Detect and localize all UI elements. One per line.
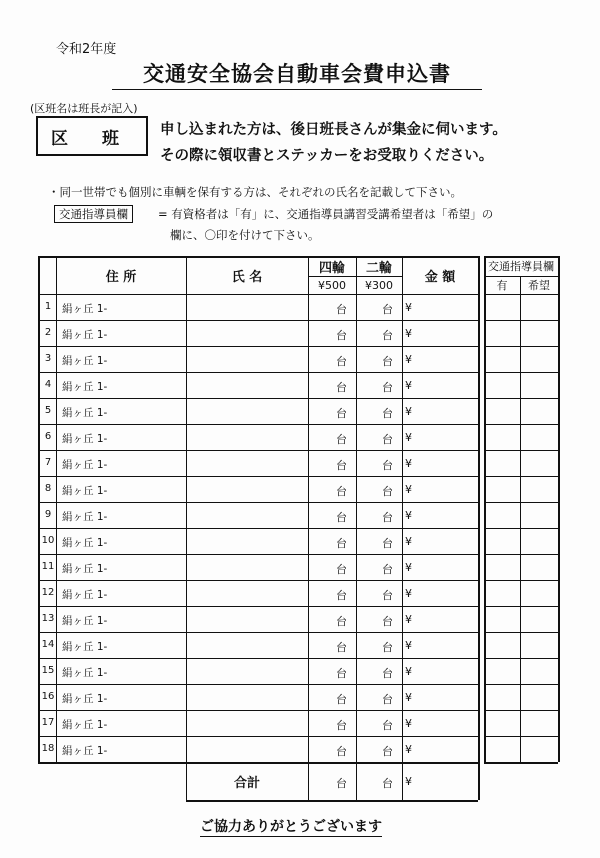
row-four-wheel-unit[interactable]: 台	[336, 615, 347, 628]
row-instructor-yes[interactable]	[484, 294, 520, 320]
table-rule	[558, 256, 560, 762]
fiscal-year: 令和2年度	[56, 42, 117, 57]
row-name-field[interactable]	[186, 372, 308, 398]
row-name-field[interactable]	[186, 554, 308, 580]
header-amount: 金 額	[424, 269, 456, 285]
row-address: 絹ヶ丘 1-	[62, 667, 108, 679]
row-instructor-wish[interactable]	[520, 320, 558, 346]
row-two-wheel-unit[interactable]: 台	[382, 589, 393, 602]
row-name-field[interactable]	[186, 710, 308, 736]
row-instructor-yes[interactable]	[484, 398, 520, 424]
row-name-field[interactable]	[186, 346, 308, 372]
row-address: 絹ヶ丘 1-	[62, 355, 108, 367]
row-instructor-yes[interactable]	[484, 710, 520, 736]
note-instructor-line-1: = 有資格者は「有」に、交通指導員講習受講希望者は「希望」の	[158, 207, 494, 221]
row-amount-yen[interactable]: ¥	[405, 327, 412, 340]
row-instructor-wish[interactable]	[520, 606, 558, 632]
row-address: 絹ヶ丘 1-	[62, 485, 108, 497]
row-number: 12	[41, 587, 55, 598]
header-instructor: 交通指導員欄	[488, 260, 554, 273]
header-name: 氏 名	[231, 269, 263, 285]
row-four-wheel-unit[interactable]: 台	[336, 589, 347, 602]
row-name-field[interactable]	[186, 632, 308, 658]
row-amount-yen[interactable]: ¥	[405, 483, 412, 496]
row-four-wheel-unit[interactable]: 台	[336, 303, 347, 316]
row-name-field[interactable]	[186, 502, 308, 528]
row-instructor-wish[interactable]	[520, 684, 558, 710]
row-name-field[interactable]	[186, 580, 308, 606]
row-two-wheel-unit[interactable]: 台	[382, 303, 393, 316]
row-number: 18	[41, 743, 55, 754]
row-four-wheel-unit[interactable]: 台	[336, 433, 347, 446]
header-instructor-wish: 希望	[528, 279, 550, 292]
row-instructor-yes[interactable]	[484, 580, 520, 606]
row-two-wheel-unit[interactable]: 台	[382, 459, 393, 472]
row-amount-yen[interactable]: ¥	[405, 431, 412, 444]
row-number: 17	[41, 717, 55, 728]
row-instructor-wish[interactable]	[520, 736, 558, 762]
row-amount-yen[interactable]: ¥	[405, 379, 412, 392]
row-number: 9	[44, 509, 52, 520]
thanks-message: ご協力ありがとうございます	[200, 816, 382, 837]
row-number: 5	[44, 405, 52, 416]
row-name-field[interactable]	[186, 606, 308, 632]
row-instructor-yes[interactable]	[484, 450, 520, 476]
row-amount-yen[interactable]: ¥	[405, 691, 412, 704]
message-line-1: 申し込まれた方は、後日班長さんが集金に伺います。	[160, 122, 507, 138]
row-four-wheel-unit[interactable]: 台	[336, 485, 347, 498]
row-number: 7	[44, 457, 52, 468]
row-instructor-wish[interactable]	[520, 580, 558, 606]
row-instructor-wish[interactable]	[520, 658, 558, 684]
row-two-wheel-unit[interactable]: 台	[382, 745, 393, 758]
row-instructor-yes[interactable]	[484, 372, 520, 398]
row-address: 絹ヶ丘 1-	[62, 589, 108, 601]
row-amount-yen[interactable]: ¥	[405, 587, 412, 600]
row-address: 絹ヶ丘 1-	[62, 433, 108, 445]
row-name-field[interactable]	[186, 736, 308, 762]
row-two-wheel-unit[interactable]: 台	[382, 511, 393, 524]
row-instructor-wish[interactable]	[520, 710, 558, 736]
header-address: 住 所	[105, 269, 137, 285]
row-amount-yen[interactable]: ¥	[405, 301, 412, 314]
row-four-wheel-unit[interactable]: 台	[336, 667, 347, 680]
row-four-wheel-unit[interactable]: 台	[336, 693, 347, 706]
row-amount-yen[interactable]: ¥	[405, 743, 412, 756]
note-instructor-tag: 交通指導員欄	[54, 205, 133, 223]
row-amount-yen[interactable]: ¥	[405, 639, 412, 652]
row-four-wheel-unit[interactable]: 台	[336, 563, 347, 576]
row-instructor-wish[interactable]	[520, 554, 558, 580]
row-instructor-yes[interactable]	[484, 476, 520, 502]
row-number: 3	[44, 353, 52, 364]
row-two-wheel-unit[interactable]: 台	[382, 407, 393, 420]
row-instructor-yes[interactable]	[484, 424, 520, 450]
row-amount-yen[interactable]: ¥	[405, 717, 412, 730]
row-instructor-yes[interactable]	[484, 658, 520, 684]
header-instructor-yes: 有	[496, 279, 508, 292]
row-amount-yen[interactable]: ¥	[405, 613, 412, 626]
row-name-field[interactable]	[186, 528, 308, 554]
row-amount-yen[interactable]: ¥	[405, 405, 412, 418]
row-four-wheel-unit[interactable]: 台	[336, 329, 347, 342]
row-instructor-yes[interactable]	[484, 502, 520, 528]
row-instructor-wish[interactable]	[520, 528, 558, 554]
row-two-wheel-unit[interactable]: 台	[382, 381, 393, 394]
header-four-wheel: 四輪	[318, 260, 345, 276]
header-two-wheel: 二輪	[365, 260, 392, 276]
row-name-field[interactable]	[186, 424, 308, 450]
ward-group-box[interactable]: 区 班	[36, 116, 148, 156]
total-two-wheel-unit: 台	[382, 777, 393, 790]
note-instructor-line-2: 欄に、〇印を付けて下さい。	[170, 228, 320, 242]
row-number: 1	[44, 301, 52, 312]
row-name-field[interactable]	[186, 398, 308, 424]
row-instructor-wish[interactable]	[520, 398, 558, 424]
row-name-field[interactable]	[186, 476, 308, 502]
row-number: 15	[41, 665, 55, 676]
row-address: 絹ヶ丘 1-	[62, 511, 108, 523]
row-amount-yen[interactable]: ¥	[405, 353, 412, 366]
row-amount-yen[interactable]: ¥	[405, 509, 412, 522]
row-name-field[interactable]	[186, 450, 308, 476]
row-two-wheel-unit[interactable]: 台	[382, 563, 393, 576]
row-number: 16	[41, 691, 55, 702]
row-instructor-yes[interactable]	[484, 632, 520, 658]
ward-note: (区班名は班長が記入)	[30, 102, 138, 115]
row-two-wheel-unit[interactable]: 台	[382, 615, 393, 628]
row-amount-yen[interactable]: ¥	[405, 535, 412, 548]
row-two-wheel-unit[interactable]: 台	[382, 667, 393, 680]
row-number: 10	[41, 535, 55, 546]
total-label: 合計	[233, 775, 260, 791]
row-instructor-wish[interactable]	[520, 632, 558, 658]
row-two-wheel-unit[interactable]: 台	[382, 485, 393, 498]
row-address: 絹ヶ丘 1-	[62, 303, 108, 315]
row-number: 13	[41, 613, 55, 624]
row-two-wheel-unit[interactable]: 台	[382, 537, 393, 550]
row-amount-yen[interactable]: ¥	[405, 665, 412, 678]
row-instructor-wish[interactable]	[520, 294, 558, 320]
row-instructor-yes[interactable]	[484, 684, 520, 710]
row-address: 絹ヶ丘 1-	[62, 745, 108, 757]
row-address: 絹ヶ丘 1-	[62, 563, 108, 575]
table-rule	[478, 256, 480, 800]
row-address: 絹ヶ丘 1-	[62, 615, 108, 627]
row-four-wheel-unit[interactable]: 台	[336, 381, 347, 394]
total-amount-yen: ¥	[405, 775, 412, 788]
row-instructor-wish[interactable]	[520, 424, 558, 450]
row-address: 絹ヶ丘 1-	[62, 719, 108, 731]
row-address: 絹ヶ丘 1-	[62, 407, 108, 419]
row-instructor-yes[interactable]	[484, 736, 520, 762]
header-four-wheel-price: ¥500	[318, 278, 346, 292]
row-instructor-yes[interactable]	[484, 528, 520, 554]
table-rule	[484, 762, 558, 764]
row-amount-yen[interactable]: ¥	[405, 561, 412, 574]
row-instructor-wish[interactable]	[520, 476, 558, 502]
row-instructor-yes[interactable]	[484, 320, 520, 346]
row-two-wheel-unit[interactable]: 台	[382, 641, 393, 654]
row-address: 絹ヶ丘 1-	[62, 329, 108, 341]
row-four-wheel-unit[interactable]: 台	[336, 355, 347, 368]
row-two-wheel-unit[interactable]: 台	[382, 433, 393, 446]
row-number: 8	[44, 483, 52, 494]
row-address: 絹ヶ丘 1-	[62, 381, 108, 393]
row-instructor-wish[interactable]	[520, 372, 558, 398]
row-name-field[interactable]	[186, 294, 308, 320]
row-two-wheel-unit[interactable]: 台	[382, 329, 393, 342]
form-title: 交通安全協会自動車会費申込書	[112, 58, 482, 90]
row-instructor-wish[interactable]	[520, 502, 558, 528]
row-instructor-yes[interactable]	[484, 346, 520, 372]
row-number: 6	[44, 431, 52, 442]
row-number: 4	[44, 379, 52, 390]
row-number: 2	[44, 327, 52, 338]
total-four-wheel-unit: 台	[336, 777, 347, 790]
row-number: 14	[41, 639, 55, 650]
row-instructor-wish[interactable]	[520, 346, 558, 372]
row-amount-yen[interactable]: ¥	[405, 457, 412, 470]
row-address: 絹ヶ丘 1-	[62, 641, 108, 653]
row-number: 11	[41, 561, 55, 572]
row-four-wheel-unit[interactable]: 台	[336, 407, 347, 420]
row-name-field[interactable]	[186, 320, 308, 346]
row-name-field[interactable]	[186, 684, 308, 710]
row-instructor-yes[interactable]	[484, 554, 520, 580]
row-four-wheel-unit[interactable]: 台	[336, 537, 347, 550]
row-address: 絹ヶ丘 1-	[62, 537, 108, 549]
row-four-wheel-unit[interactable]: 台	[336, 641, 347, 654]
row-four-wheel-unit[interactable]: 台	[336, 719, 347, 732]
row-two-wheel-unit[interactable]: 台	[382, 355, 393, 368]
table-rule	[186, 800, 478, 802]
row-four-wheel-unit[interactable]: 台	[336, 745, 347, 758]
note-household: ・同一世帯でも個別に車輌を保有する方は、それぞれの氏名を記載して下さい。	[48, 185, 462, 199]
row-address: 絹ヶ丘 1-	[62, 693, 108, 705]
row-address: 絹ヶ丘 1-	[62, 459, 108, 471]
row-two-wheel-unit[interactable]: 台	[382, 719, 393, 732]
header-two-wheel-price: ¥300	[365, 278, 393, 292]
row-two-wheel-unit[interactable]: 台	[382, 693, 393, 706]
row-four-wheel-unit[interactable]: 台	[336, 511, 347, 524]
message-line-2: その際に領収書とステッカーをお受取りください。	[160, 148, 494, 164]
row-name-field[interactable]	[186, 658, 308, 684]
row-instructor-yes[interactable]	[484, 606, 520, 632]
row-instructor-wish[interactable]	[520, 450, 558, 476]
row-four-wheel-unit[interactable]: 台	[336, 459, 347, 472]
